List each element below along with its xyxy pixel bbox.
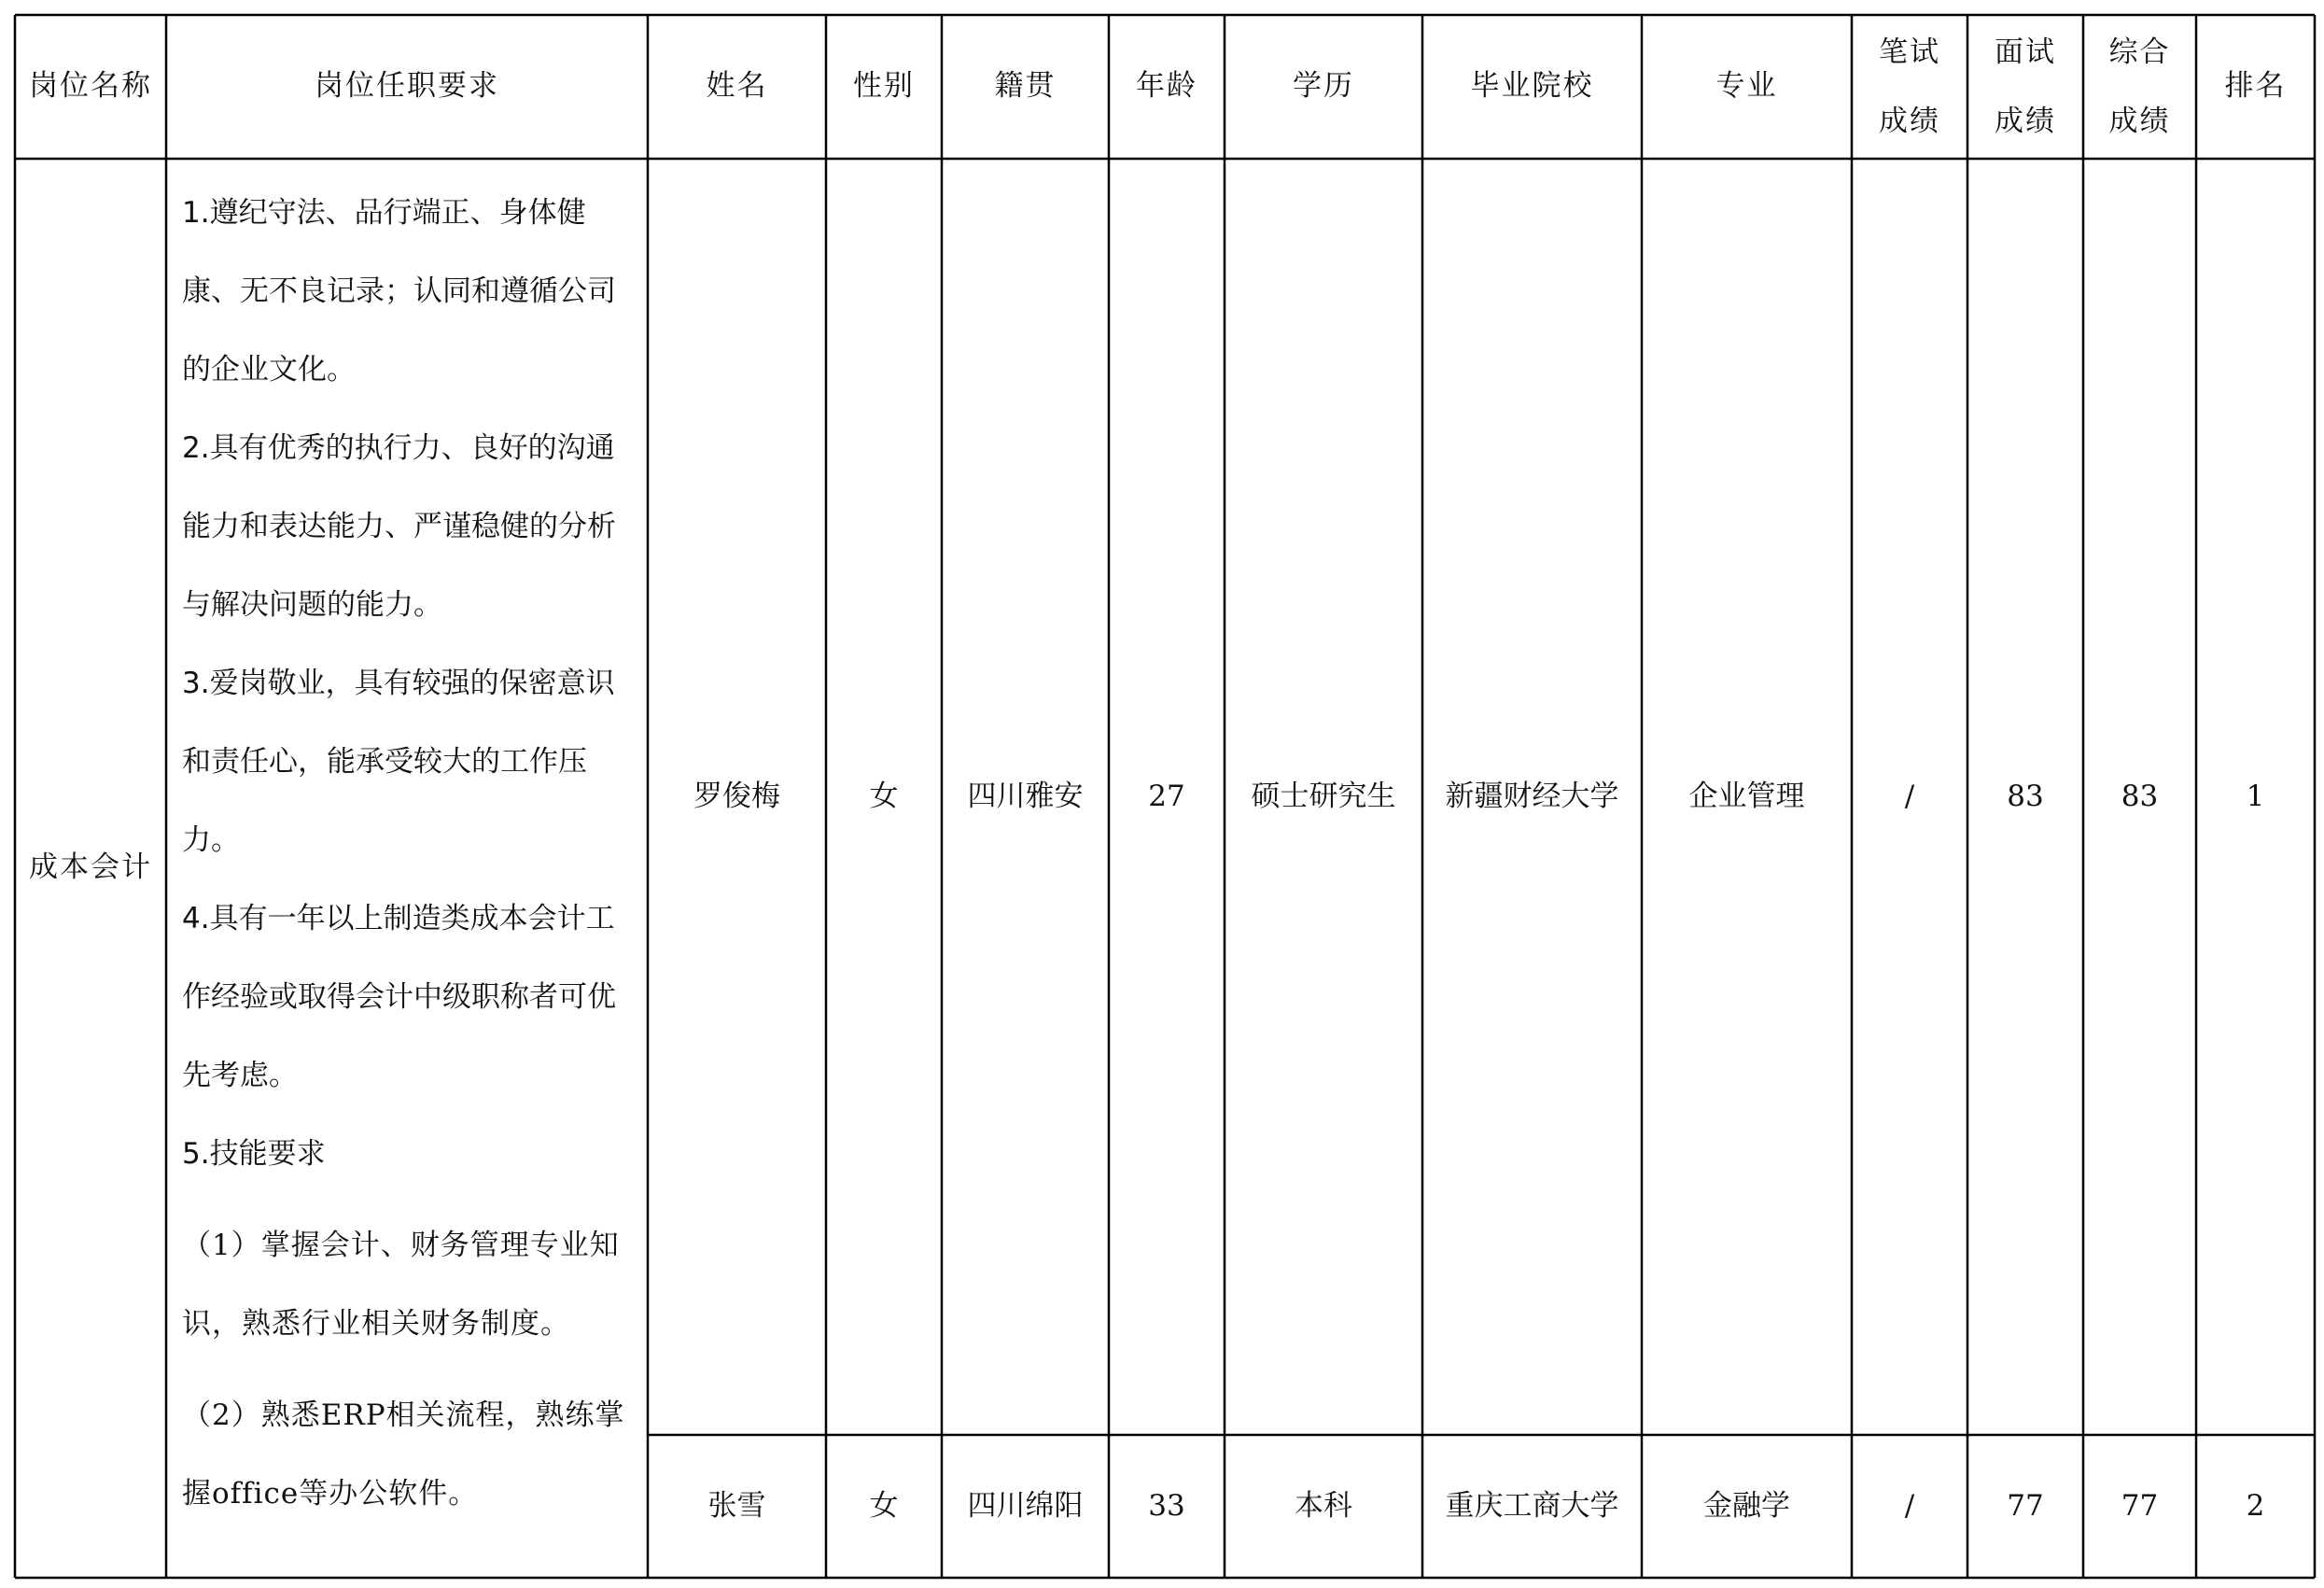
candidate-2-age: 33 xyxy=(1148,1488,1185,1523)
requirements-cell xyxy=(182,174,625,1533)
header-native-place: 籍贯 xyxy=(994,69,1057,104)
header-total-score-line1: 综合 xyxy=(2108,35,2171,69)
position-cell: 成本会计 xyxy=(29,850,152,885)
header-written-score-line2: 成绩 xyxy=(1879,105,1940,138)
header-gender: 性别 xyxy=(853,69,915,104)
header-total-score-line2: 成绩 xyxy=(2108,105,2171,138)
requirement-item: 5.技能要求 xyxy=(182,1137,326,1171)
candidate-1-gender: 女 xyxy=(869,779,899,813)
candidate-2-total-score: 77 xyxy=(2121,1488,2159,1523)
candidate-1-school: 新疆财经大学 xyxy=(1445,779,1619,813)
candidate-2-school: 重庆工商大学 xyxy=(1445,1488,1619,1523)
candidate-2-native-place: 四川绵阳 xyxy=(967,1488,1084,1523)
requirement-item: 2.具有优秀的执行力、良好的沟通能力和表达能力、严谨稳健的分析与解决问题的能力。 xyxy=(182,431,616,622)
header-rank: 排名 xyxy=(2224,69,2287,104)
candidate-2-name: 张雪 xyxy=(707,1488,766,1523)
requirement-item: 4.具有一年以上制造类成本会计工作经验或取得会计中级职称者可优先考虑。 xyxy=(182,902,616,1092)
requirement-item: 3.爱岗敬业，具有较强的保密意识和责任心，能承受较大的工作压力。 xyxy=(182,667,615,857)
header-name: 姓名 xyxy=(706,69,768,104)
header-school: 毕业院校 xyxy=(1470,69,1594,104)
candidate-2-major: 金融学 xyxy=(1703,1488,1790,1523)
header-total-score xyxy=(2083,15,2196,159)
header-major: 专业 xyxy=(1715,69,1778,104)
candidate-2-gender: 女 xyxy=(869,1488,899,1523)
header-written-score xyxy=(1852,15,1967,159)
header-interview-score-line1: 面试 xyxy=(1995,35,2056,69)
candidate-1-interview-score: 83 xyxy=(2007,779,2044,813)
candidate-2-written-score: / xyxy=(1904,1488,1915,1523)
candidate-1-total-score: 83 xyxy=(2121,779,2159,813)
candidate-1-major: 企业管理 xyxy=(1688,779,1805,813)
header-position: 岗位名称 xyxy=(29,69,152,104)
candidate-1-written-score: / xyxy=(1904,779,1915,813)
header-education: 学历 xyxy=(1293,69,1354,104)
header-interview-score-line2: 成绩 xyxy=(1995,105,2056,138)
candidate-2-education: 本科 xyxy=(1295,1488,1352,1523)
requirement-item: 1.遵纪守法、品行端正、身体健康、无不良记录；认同和遵循公司的企业文化。 xyxy=(182,196,616,386)
requirement-item: （1）掌握会计、财务管理专业知识，熟悉行业相关财务制度。 xyxy=(182,1229,620,1341)
header-requirements: 岗位任职要求 xyxy=(315,69,499,104)
candidate-2-rank: 2 xyxy=(2246,1488,2265,1523)
header-age: 年龄 xyxy=(1136,69,1197,104)
header-written-score-line1: 笔试 xyxy=(1879,35,1940,69)
candidate-1-age: 27 xyxy=(1148,779,1185,813)
candidate-1-native-place: 四川雅安 xyxy=(967,779,1084,813)
candidate-1-education: 硕士研究生 xyxy=(1251,779,1396,813)
header-interview-score xyxy=(1967,15,2083,159)
candidate-2-interview-score: 77 xyxy=(2007,1488,2044,1523)
candidate-1-name: 罗俊梅 xyxy=(693,779,780,813)
candidate-1-rank: 1 xyxy=(2246,779,2265,813)
requirement-item: （2）熟悉ERP相关流程，熟练掌握office等办公软件。 xyxy=(182,1398,625,1511)
